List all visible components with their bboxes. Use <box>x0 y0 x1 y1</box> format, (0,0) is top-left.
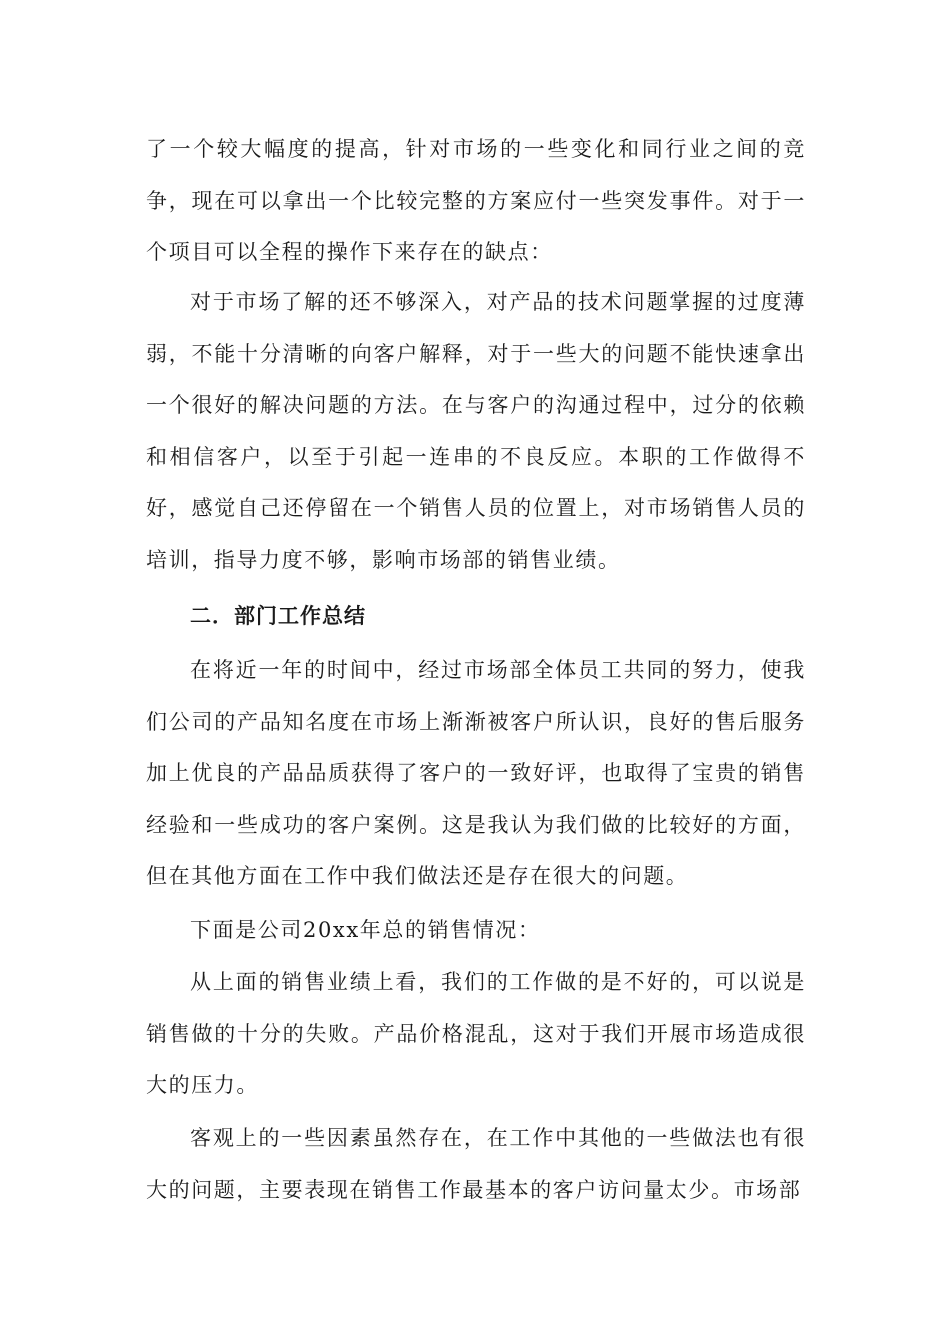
paragraph-department-summary: 在将近一年的时间中，经过市场部全体员工共同的努力，使我们公司的产品知名度在市场上渐渐被客户所认识，良好的售后服务加上优良的产品品质获得了客户的一致好评，也取得了宝贵的销售经验和一些成功的客户案例。这是我认为我们做的比较好的方面，但在其他方面在工作中我们做法还是存在很大的问题。 <box>146 658 806 888</box>
paragraph-objective-factors: 客观上的一些因素虽然存在，在工作中其他的一些做法也有很大的问题，主要表现在销售工作最基本的客户访问量太少。市场部 <box>146 1126 806 1202</box>
section-heading: 二．部门工作总结 <box>190 604 366 628</box>
paragraph-continuation: 了一个较大幅度的提高，针对市场的一些变化和同行业之间的竞争，现在可以拿出一个比较完整的方案应付一些突发事件。对于一个项目可以全程的操作下来存在的缺点： <box>146 137 806 264</box>
paragraph-sales-intro: 下面是公司20xx年总的销售情况： <box>190 918 541 942</box>
paragraph-sales-performance: 从上面的销售业绩上看，我们的工作做的是不好的，可以说是销售做的十分的失败。产品价格混乱，这对于我们开展市场造成很大的压力。 <box>146 970 806 1097</box>
paragraph-shortcomings: 对于市场了解的还不够深入，对产品的技术问题掌握的过度薄弱，不能十分清晰的向客户解释，对于一些大的问题不能快速拿出一个很好的解决问题的方法。在与客户的沟通过程中，过分的依赖和相信客户，以至于引起一连串的不良反应。本职的工作做得不好，感觉自己还停留在一个销售人员的位置上，对市场销售人员的培训，指导力度不够，影响市场部的销售业绩。 <box>146 290 806 572</box>
